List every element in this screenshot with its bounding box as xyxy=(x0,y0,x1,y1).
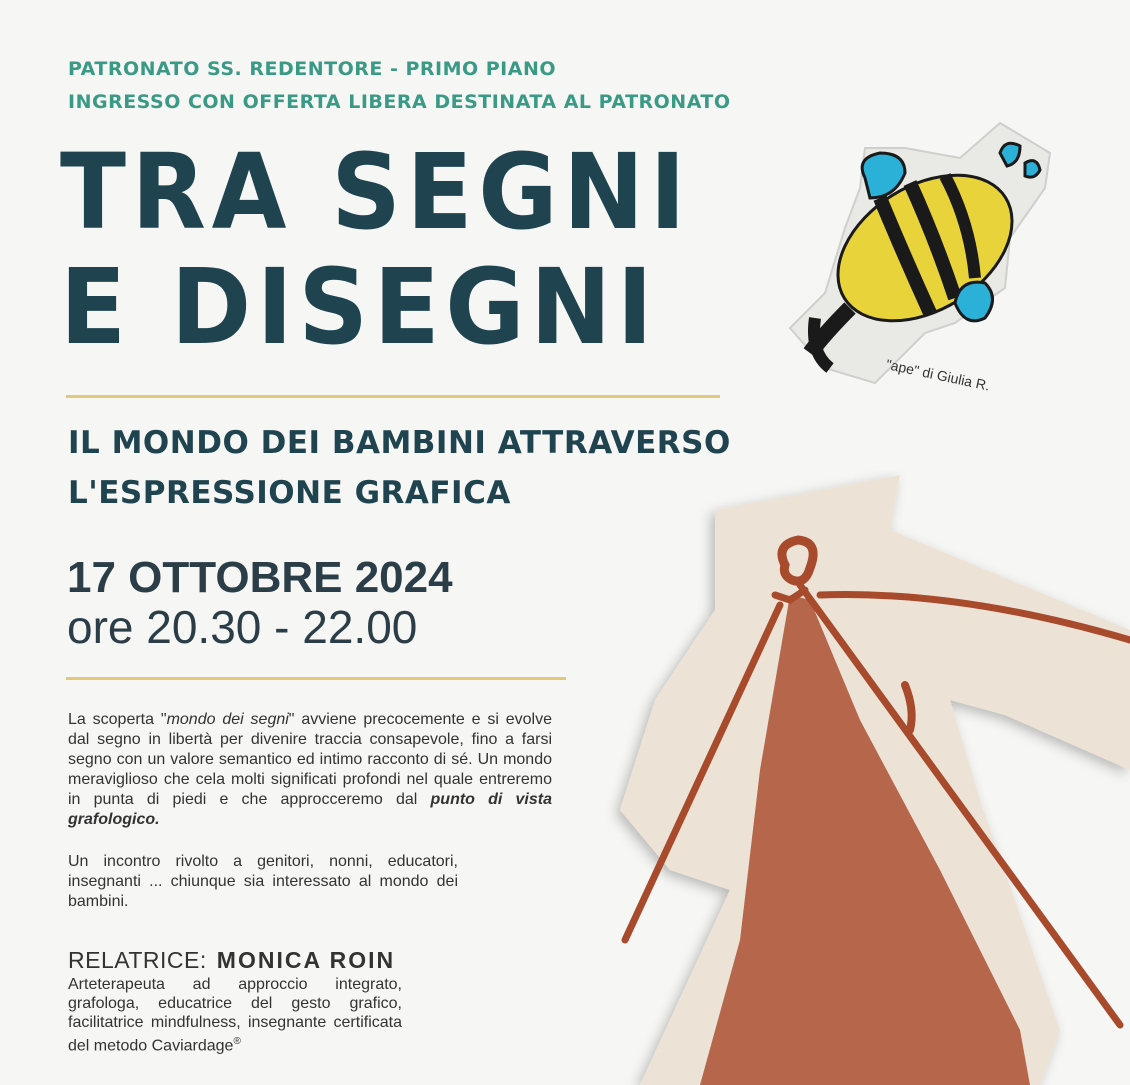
description-italic: mondo dei segni xyxy=(166,711,289,728)
entry-line: INGRESSO CON OFFERTA LIBERA DESTINATA AL PATRONATO xyxy=(68,91,731,113)
description-paragraph-2: Un incontro rivolto a genitori, nonni, educatori, insegnanti ... chiunque sia interessato al mondo dei bambini. xyxy=(68,853,458,910)
event-date: 17 OTTOBRE 2024 xyxy=(67,553,453,602)
bee-caption: "ape" di Giulia R. xyxy=(884,356,992,394)
description-text: " avviene precocemente e si evolve dal segno in libertà per divenire traccia consapevole, fino a farsi segno con un valore semantico ed intimo racconto di sé. Un mondo meraviglioso che cela molti significati profondi nel quale entreremo in punta di piedi e che approcceremo dal xyxy=(68,711,552,808)
speaker-heading xyxy=(68,947,395,974)
title-line-2: E DISEGNI xyxy=(60,246,659,368)
subtitle-line-1: IL MONDO DEI BAMBINI ATTRAVERSO xyxy=(68,425,731,461)
description-bold: punto di vista grafologico. xyxy=(68,791,553,828)
divider-top xyxy=(66,395,720,398)
subtitle-line-2: L'ESPRESSIONE GRAFICA xyxy=(68,475,511,511)
speaker-label: RELATRICE: xyxy=(68,947,207,973)
description-text: La scoperta " xyxy=(68,711,167,728)
speaker-bio xyxy=(68,975,402,1055)
child-drawing-figure xyxy=(560,470,1130,1085)
speaker-name: MONICA ROIN xyxy=(216,947,396,973)
bee-drawing xyxy=(785,118,1060,398)
registered-mark: ® xyxy=(233,1036,241,1047)
divider-bottom xyxy=(66,677,566,680)
venue-line: PATRONATO SS. REDENTORE - PRIMO PIANO xyxy=(68,58,557,80)
event-time: ore 20.30 - 22.00 xyxy=(67,601,418,653)
title-line-1: TRA SEGNI xyxy=(60,131,692,253)
speaker-bio-text: Arteterapeuta ad approccio integrato, grafologa, educatrice del gesto grafico, facilitatrice mindfulness, insegnante certificata del metodo Caviardage xyxy=(68,976,402,1055)
description-paragraph-1 xyxy=(68,710,552,830)
